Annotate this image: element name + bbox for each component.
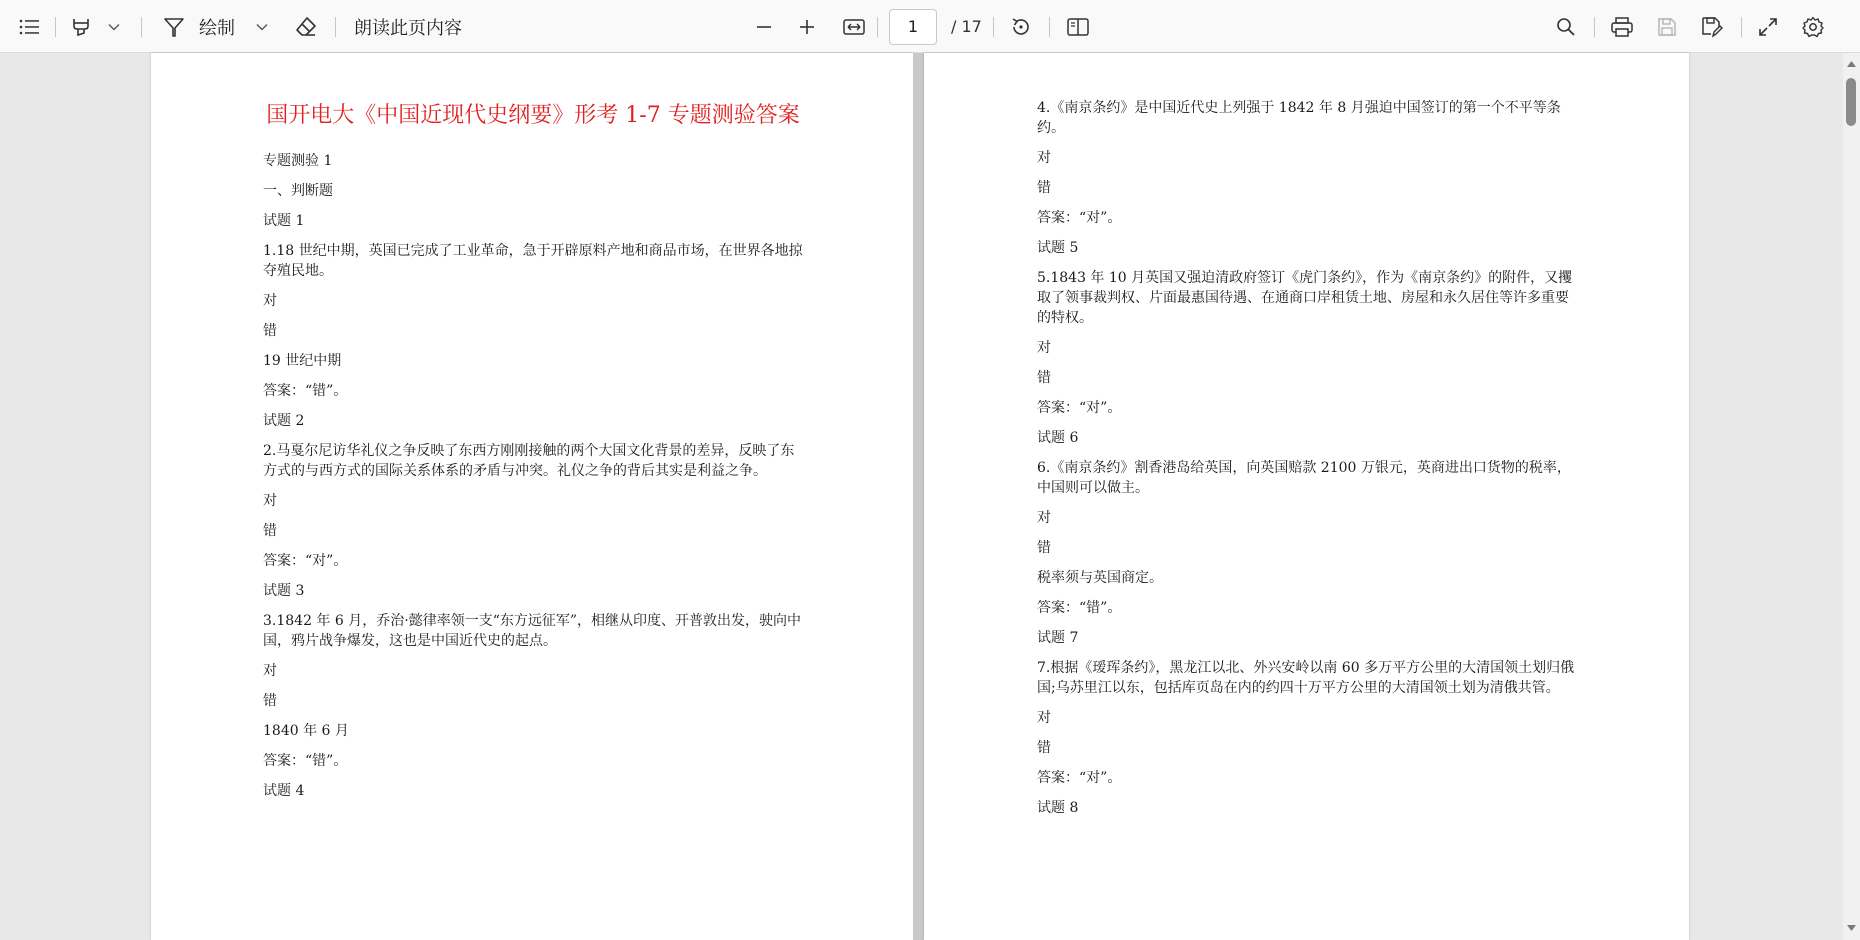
text-paragraph: 一、判断题 (263, 183, 333, 199)
two-page-view-icon (1067, 18, 1089, 36)
toolbar-divider (335, 17, 336, 37)
toolbar-divider (1741, 17, 1742, 37)
save-as-icon (1701, 16, 1723, 38)
page-content (263, 101, 803, 811)
text-paragraph: 4.《南京条约》是中国近代史上列强于 1842 年 8 月强迫中国签订的第一个不平等条约。 (1037, 100, 1561, 136)
text-paragraph: 对 (263, 663, 277, 679)
text-paragraph: 试题 5 (1037, 240, 1079, 256)
search-button[interactable] (1551, 0, 1581, 53)
text-paragraph: 税率须与英国商定。 (1037, 570, 1163, 586)
gear-icon (1802, 16, 1824, 38)
fullscreen-button[interactable] (1753, 0, 1783, 53)
highlight-button[interactable] (66, 0, 96, 53)
text-paragraph: 5.1843 年 10 月英国又强迫清政府签订《虎门条约》，作为《南京条约》的附件，又攫取了领事裁判权、片面最惠国待遇、在通商口岸租赁土地、房屋和永久居住等许多重要的特权。 (1037, 270, 1573, 326)
text-paragraph: 答案：“对”。 (1037, 400, 1122, 416)
text-paragraph: 答案：“对”。 (1037, 210, 1122, 226)
text-paragraph: 答案：“对”。 (1037, 770, 1122, 786)
pdf-toolbar (0, 0, 1860, 53)
toolbar-divider (993, 17, 994, 37)
text-paragraph: 6.《南京条约》割香港岛给英国，向英国赔款 2100 万银元，英商进出口货物的税率，中国则可以做主。 (1037, 460, 1571, 496)
contents-button[interactable] (14, 0, 44, 53)
text-paragraph: 对 (1037, 710, 1051, 726)
eraser-icon (295, 16, 317, 38)
text-paragraph: 对 (263, 493, 277, 509)
save-as-button[interactable] (1697, 0, 1727, 53)
draw-options-button[interactable] (252, 0, 272, 53)
text-paragraph: 错 (1037, 740, 1051, 756)
text-paragraph: 错 (1037, 370, 1051, 386)
page-number-input[interactable]: 1 (889, 9, 937, 45)
fit-width-icon (843, 19, 865, 35)
text-paragraph: 答案：“错”。 (263, 753, 348, 769)
search-icon (1556, 17, 1576, 37)
vertical-scrollbar[interactable] (1843, 53, 1860, 940)
fit-width-button[interactable] (839, 0, 869, 53)
text-paragraph: 对 (263, 293, 277, 309)
text-paragraph: 错 (1037, 540, 1051, 556)
text-paragraph: 试题 8 (1037, 800, 1079, 816)
erase-button[interactable] (291, 0, 321, 53)
toolbar-divider (141, 17, 142, 37)
document-title: 国开电大《中国近现代史纲要》形考 1-7 专题测验答案 (266, 103, 800, 128)
text-paragraph: 试题 3 (263, 583, 305, 599)
settings-button[interactable] (1798, 0, 1828, 53)
plus-icon (799, 19, 815, 35)
rotate-icon (1010, 16, 1032, 38)
text-paragraph: 对 (1037, 340, 1051, 356)
save-button[interactable] (1652, 0, 1682, 53)
toolbar-divider (55, 17, 56, 37)
text-paragraph: 3.1842 年 6 月，乔治·懿律率领一支“东方远征军”，相继从印度、开普敦出发，驶向中国，鸦片战争爆发，这也是中国近代史的起点。 (263, 613, 802, 649)
scroll-up-arrow[interactable] (1844, 56, 1859, 70)
text-paragraph: 错 (263, 323, 277, 339)
triangle-up-icon (1844, 57, 1859, 71)
text-paragraph: 错 (263, 523, 277, 539)
page-view-button[interactable] (1063, 0, 1093, 53)
page-content (1037, 98, 1582, 828)
triangle-down-icon (1844, 921, 1859, 935)
text-paragraph: 试题 1 (263, 213, 305, 229)
pdf-page-2 (924, 53, 1689, 940)
text-paragraph: 19 世纪中期 (263, 353, 342, 369)
draw-label: 绘制 (199, 17, 235, 39)
read-aloud-label: 朗读此页内容 (354, 17, 462, 39)
text-paragraph: 试题 7 (1037, 630, 1079, 646)
text-paragraph: 答案：“错”。 (263, 383, 348, 399)
text-paragraph: 1.18 世纪中期，英国已完成了工业革命，急于开辟原料产地和商品市场，在世界各地掠夺殖民地。 (263, 243, 803, 279)
page-total: / 17 (951, 17, 982, 36)
page-gutter (913, 53, 924, 940)
text-paragraph: 错 (1037, 180, 1051, 196)
toolbar-divider (1049, 17, 1050, 37)
text-paragraph: 答案：“错”。 (1037, 600, 1122, 616)
text-paragraph: 专题测验 1 (263, 153, 333, 169)
text-paragraph: 错 (263, 693, 277, 709)
text-paragraph: 试题 4 (263, 783, 305, 799)
text-paragraph: 7.根据《瑷珲条约》，黑龙江以北、外兴安岭以南 60 多万平方公里的大清国领土划归俄国;乌苏里江以东，包括库页岛在内的约四十万平方公里的大清国领土划为清俄共管。 (1037, 660, 1575, 696)
scroll-down-arrow[interactable] (1844, 920, 1859, 934)
highlighter-icon (70, 16, 92, 38)
read-aloud-button[interactable] (354, 0, 472, 53)
text-paragraph: 试题 6 (1037, 430, 1079, 446)
chevron-down-icon (256, 23, 268, 31)
rotate-button[interactable] (1006, 0, 1036, 53)
scrollbar-thumb[interactable] (1846, 78, 1856, 126)
toolbar-divider (877, 17, 878, 37)
list-icon (19, 19, 39, 35)
zoom-out-button[interactable] (749, 0, 779, 53)
minus-icon (756, 19, 772, 35)
text-paragraph: 2.马戛尔尼访华礼仪之争反映了东西方刚刚接触的两个大国文化背景的差异，反映了东方式的与西方式的国际关系体系的矛盾与冲突。礼仪之争的背后其实是利益之争。 (263, 443, 795, 479)
text-paragraph: 答案：“对”。 (263, 553, 348, 569)
highlight-options-button[interactable] (104, 0, 124, 53)
printer-icon (1611, 17, 1633, 37)
save-icon (1657, 17, 1677, 37)
expand-icon (1758, 17, 1778, 37)
text-paragraph: 对 (1037, 510, 1051, 526)
chevron-down-icon (108, 23, 120, 31)
text-paragraph: 试题 2 (263, 413, 305, 429)
print-button[interactable] (1607, 0, 1637, 53)
pdf-page-1 (151, 53, 913, 940)
text-paragraph: 对 (1037, 150, 1051, 166)
zoom-in-button[interactable] (792, 0, 822, 53)
toolbar-divider (1594, 17, 1595, 37)
draw-pen-icon (163, 16, 185, 38)
text-paragraph: 1840 年 6 月 (263, 723, 349, 739)
